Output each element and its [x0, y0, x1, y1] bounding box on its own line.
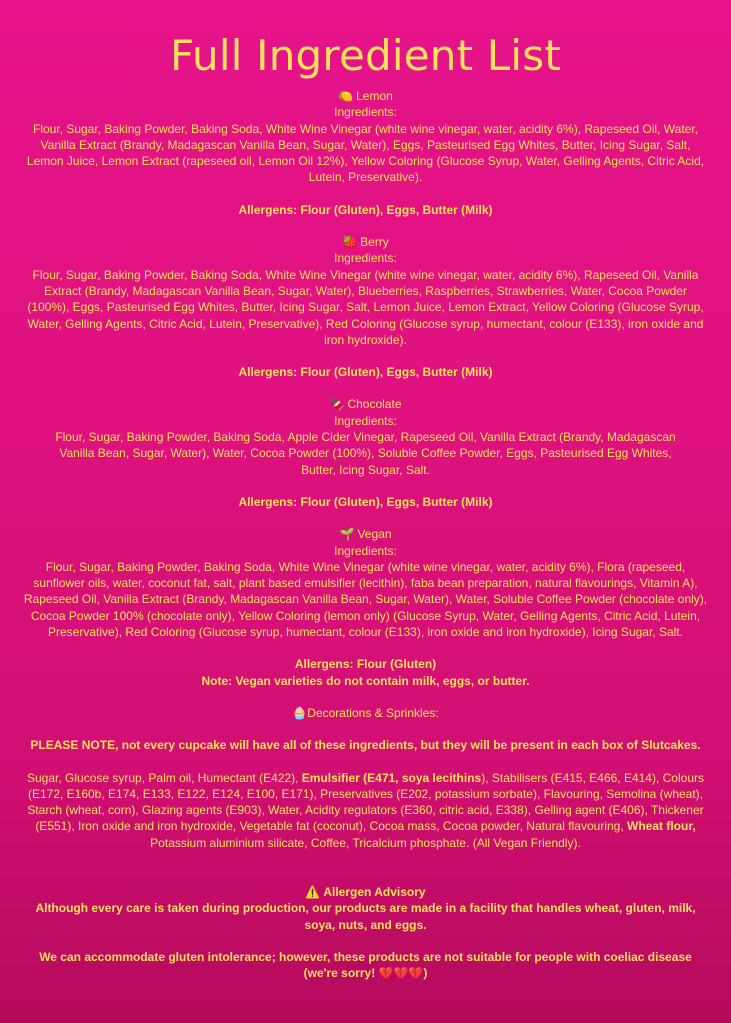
ingredients-label: Ingredients:: [334, 105, 397, 120]
advisory-text: Although every care is taken during production, our products are made in a facility that handles wheat, gluten, milk, soya, nuts, and eggs.: [35, 901, 696, 932]
advisory-heading-text: Allergen Advisory: [323, 884, 426, 899]
section-heading-berry: [22, 234, 709, 250]
section-vegan: [22, 526, 709, 689]
seedling-icon: 🌱: [339, 527, 355, 542]
ingredients-text: Flour, Sugar, Baking Powder, Baking Soda, White Wine Vinegar (white wine vinegar, water, acidity 6%), Rapeseed Oil, Vanilla Extract (Brandy, Madagascan Vanilla Bean, Sugar, Water), Blueberries, Raspberries, Strawberries, Water, Cocoa Powder (100%), Eggs, Pasteurised Egg Whites, Butter, Icing Sugar, Salt, Lemon Juice, Lemon Extract, Yellow Coloring (Glucose Syrup, Water, Gelling Agents, Citric Acid, Lutein, Preservative), Red Coloring (Glucose syrup, humectant, colour (E133), iron oxide and iron hydroxide).: [27, 267, 704, 347]
section-heading-lemon: [22, 88, 709, 104]
section-name: Berry: [360, 235, 389, 250]
allergens-text: Allergens: Flour (Gluten): [294, 657, 437, 672]
allergens-text: Allergens: Flour (Gluten), Eggs, Butter (Milk): [238, 365, 493, 380]
allergens-text: Allergens: Flour (Gluten), Eggs, Butter (Milk): [238, 494, 493, 509]
section-name: Vegan: [357, 527, 392, 542]
lemon-icon: 🍋: [338, 89, 354, 103]
page-title: Full Ingredient List: [169, 31, 562, 80]
gluten-notice: We can accommodate gluten intolerance; however, these products are not suitable for people with coeliac disease (we're sorry! 💔💔💔): [39, 949, 692, 981]
ingredients-label: Ingredients:: [334, 251, 397, 266]
decorations-heading: [22, 705, 709, 721]
section-decorations: [22, 705, 709, 851]
decorations-bold-emulsifier: Emulsifier (E471, soya lecithins: [301, 770, 482, 785]
section-advisory: [22, 884, 709, 981]
ingredients-label: Ingredients:: [334, 543, 397, 558]
advisory-heading: [22, 884, 709, 900]
decorations-text-part: Potassium aluminium silicate, Coffee, Tricalcium phosphate. (All Vegan Friendly).: [150, 835, 581, 850]
allergens-text: Allergens: Flour (Gluten), Eggs, Butter (Milk): [238, 202, 493, 217]
section-name: Lemon: [356, 89, 393, 103]
ingredients-label: Ingredients:: [334, 413, 397, 428]
section-berry: [22, 234, 709, 380]
decorations-ingredients: [22, 770, 709, 851]
decorations-bold-wheat: Wheat flour,: [627, 819, 696, 834]
please-note-text: PLEASE NOTE, not every cupcake will have all of these ingredients, but they will be present in each box of Slutcakes.: [30, 738, 701, 753]
decorations-heading-text: Decorations & Sprinkles:: [307, 705, 439, 720]
warning-icon: ⚠️: [305, 884, 321, 899]
ingredients-text: Flour, Sugar, Baking Powder, Baking Soda, White Wine Vinegar (white wine vinegar, water, acidity 6%), Flora (rapeseed, sunflower oils, water, coconut fat, salt, plant based emulsifier (lecithin), faba bean preparation, natural flavourings, Vitamin A), Rapeseed Oil, Vanilla Extract (Brandy, Madagascan Vanilla Bean, Sugar, Water), Water, Soluble Coffee Powder (chocolate only), Cocoa Powder 100% (chocolate only), Yellow Coloring (lemon only) (Glucose Syrup, Water, Gelling Agents, Citric Acid, Lutein, Preservative), Red Coloring (Glucose syrup, humectant, colour (E133), iron oxide and iron hydroxide), Icing Sugar, Salt.: [23, 559, 708, 640]
decorations-text-part: ), Stabilisers (E415, E466, E414), Colours (E172, E160b, E174, E133, E122, E124, E100, E171), Preservatives (E202, potassium sorbate), Flavouring, Semolina (wheat), Starch (wheat, corn), Glazing agents (E903), Water, Acidity regulators (E360, citric acid, E338), Gelling agent (E406), Thickener (E551), Iron oxide and iron hydroxide, Vegetable fat (coconut), Cocoa mass, Cocoa powder, Natural flavouring,: [27, 770, 704, 834]
section-heading-chocolate: [22, 396, 709, 412]
cupcake-icon: 🧁: [292, 705, 308, 720]
section-chocolate: [22, 396, 709, 510]
vegan-note: Note: Vegan varieties do not contain milk, eggs, or butter.: [201, 673, 530, 688]
section-lemon: [22, 88, 709, 218]
strawberry-icon: 🍓: [342, 235, 358, 250]
ingredients-text: Flour, Sugar, Baking Powder, Baking Soda, Apple Cider Vinegar, Rapeseed Oil, Vanilla Extract (Brandy, Madagascan Vanilla Bean, Sugar, Water), Water, Cocoa Powder (100%), Soluble Coffee Powder, Eggs, Pasteurised Egg Whites, Butter, Icing Sugar, Salt.: [55, 430, 676, 477]
ingredients-text: Flour, Sugar, Baking Powder, Baking Soda, White Wine Vinegar (white wine vinegar, water, acidity 6%), Rapeseed Oil, Water, Vanilla Extract (Brandy, Madagascan Vanilla Bean, Sugar, Water), Eggs, Pasteurised Egg Whites, Butter, Icing Sugar, Salt, Lemon Juice, Lemon Extract (rapeseed oil, Lemon Oil 12%), Yellow Coloring (Glucose Syrup, Water, Gelling Agents, Citric Acid, Lutein, Preservative).: [26, 121, 705, 185]
chocolate-icon: 🍫: [329, 397, 345, 412]
decorations-text-part: Sugar, Glucose syrup, Palm oil, Humectant (E422),: [27, 770, 302, 785]
section-name: Chocolate: [347, 397, 402, 412]
section-heading-vegan: [22, 526, 709, 542]
